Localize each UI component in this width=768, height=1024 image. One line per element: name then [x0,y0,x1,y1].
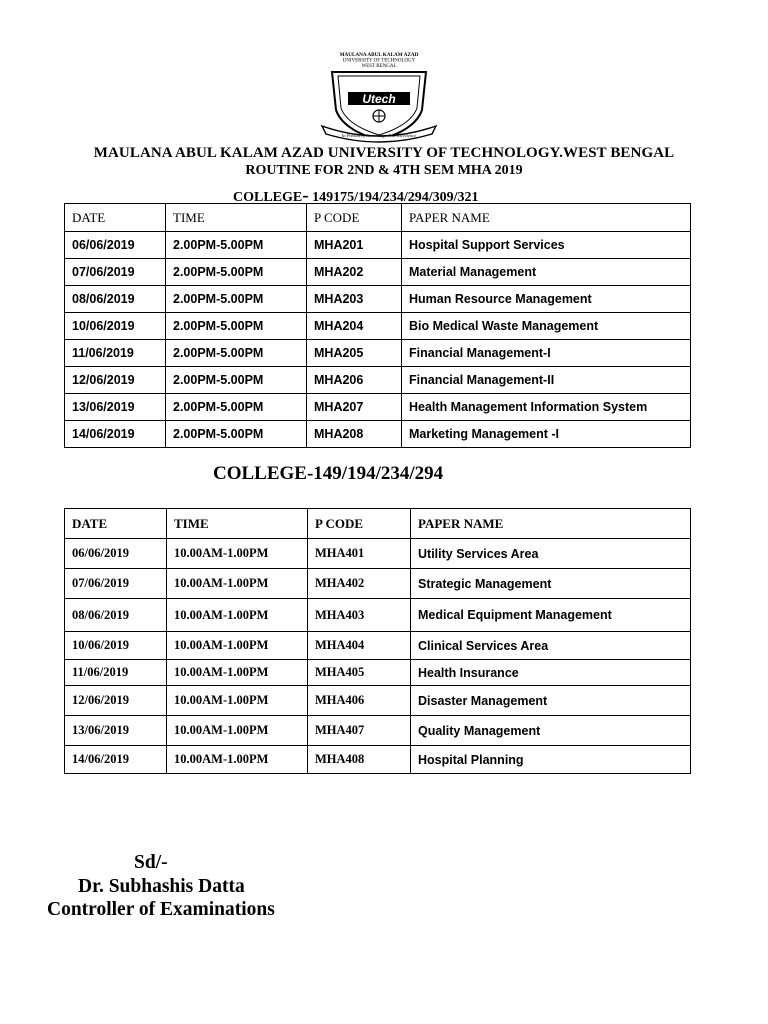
university-logo [318,50,440,146]
college-codes-heading-2: COLLEGE-149/194/234/294 [213,463,444,484]
time-cell: 10.00AM-1.00PM [167,539,308,569]
table-row [65,367,691,394]
column-header-time: TIME [166,204,307,232]
logo-text-line-3: WEST BENGAL [361,64,397,69]
table-row [65,599,691,632]
paper-name-cell: Human Resource Management [402,286,691,313]
logo-text-line-1: MAULANA ABUL KALAM AZAD [339,52,419,58]
date-cell: 14/06/2019 [65,421,166,448]
time-cell: 2.00PM-5.00PM [166,340,307,367]
date-cell: 12/06/2019 [65,686,167,716]
paper-name-cell: Quality Management [411,716,691,746]
paper-name-cell: Material Management [402,259,691,286]
time-cell: 10.00AM-1.00PM [167,660,308,686]
date-cell: 07/06/2019 [65,259,166,286]
paper-name-cell: Financial Management-II [402,367,691,394]
paper-name-cell: Bio Medical Waste Management [402,313,691,340]
pcode-cell: MHA407 [308,716,411,746]
date-cell: 12/06/2019 [65,367,166,394]
paper-name-cell: Marketing Management -I [402,421,691,448]
pcode-cell: MHA203 [307,286,402,313]
pcode-cell: MHA202 [307,259,402,286]
table-row [65,539,691,569]
time-cell: 2.00PM-5.00PM [166,421,307,448]
time-cell: 2.00PM-5.00PM [166,394,307,421]
time-cell: 2.00PM-5.00PM [166,286,307,313]
date-cell: 08/06/2019 [65,286,166,313]
pcode-cell: MHA207 [307,394,402,421]
routine-table-4th-sem [64,508,691,774]
date-cell: 11/06/2019 [65,660,167,686]
table-row [65,716,691,746]
table-row [65,259,691,286]
paper-name-cell: Hospital Planning [411,746,691,774]
pcode-cell: MHA403 [308,599,411,632]
table-row [65,632,691,660]
date-cell: 08/06/2019 [65,599,167,632]
college1-codes: 149175/194/234/294/309/321 [308,190,479,205]
date-cell: 10/06/2019 [65,632,167,660]
time-cell: 10.00AM-1.00PM [167,686,308,716]
pcode-cell: MHA401 [308,539,411,569]
column-header-date: DATE [65,204,166,232]
date-cell: 13/06/2019 [65,394,166,421]
table-row [65,394,691,421]
paper-name-cell: Hospital Support Services [402,232,691,259]
logo-name: Utech [362,92,396,106]
logo-motto: In Pursuit of Knowledge And Excellence [341,133,417,138]
paper-name-cell: Clinical Services Area [411,632,691,660]
time-cell: 2.00PM-5.00PM [166,259,307,286]
pcode-cell: MHA204 [307,313,402,340]
date-cell: 06/06/2019 [65,232,166,259]
column-header-paper-name: PAPER NAME [411,509,691,539]
table-row [65,746,691,774]
table-row [65,340,691,367]
time-cell: 10.00AM-1.00PM [167,569,308,599]
pcode-cell: MHA406 [308,686,411,716]
date-cell: 13/06/2019 [65,716,167,746]
time-cell: 2.00PM-5.00PM [166,313,307,340]
time-cell: 10.00AM-1.00PM [167,632,308,660]
paper-name-cell: Utility Services Area [411,539,691,569]
date-cell: 14/06/2019 [65,746,167,774]
paper-name-cell: Health Insurance [411,660,691,686]
paper-name-cell: Medical Equipment Management [411,599,691,632]
signatory-title: Controller of Examinations [47,899,275,920]
table-row [65,686,691,716]
column-header-pcode: P CODE [307,204,402,232]
routine-title: ROUTINE FOR 2ND & 4TH SEM MHA 2019 [245,163,523,178]
pcode-cell: MHA206 [307,367,402,394]
time-cell: 10.00AM-1.00PM [167,746,308,774]
date-cell: 07/06/2019 [65,569,167,599]
column-header-date: DATE [65,509,167,539]
pcode-cell: MHA205 [307,340,402,367]
pcode-cell: MHA404 [308,632,411,660]
table-row [65,313,691,340]
table-row [65,660,691,686]
column-header-paper-name: PAPER NAME [402,204,691,232]
routine-table-2nd-sem [64,203,691,448]
table-row [65,421,691,448]
pcode-cell: MHA201 [307,232,402,259]
date-cell: 10/06/2019 [65,313,166,340]
pcode-cell: MHA408 [308,746,411,774]
table-row [65,232,691,259]
time-cell: 2.00PM-5.00PM [166,232,307,259]
signatory-name: Dr. Subhashis Datta [78,876,245,897]
date-cell: 11/06/2019 [65,340,166,367]
time-cell: 2.00PM-5.00PM [166,367,307,394]
logo-text-line-2: UNIVERSITY OF TECHNOLOGY [342,58,416,64]
pcode-cell: MHA208 [307,421,402,448]
pcode-cell: MHA405 [308,660,411,686]
college1-dash: - [302,185,309,206]
paper-name-cell: Financial Management-I [402,340,691,367]
date-cell: 06/06/2019 [65,539,167,569]
pcode-cell: MHA402 [308,569,411,599]
table-header-row [65,204,691,232]
time-cell: 10.00AM-1.00PM [167,716,308,746]
paper-name-cell: Strategic Management [411,569,691,599]
signature-sd: Sd/- [134,852,168,873]
college1-prefix: COLLEGE [233,190,303,205]
paper-name-cell: Health Management Information System [402,394,691,421]
university-title: MAULANA ABUL KALAM AZAD UNIVERSITY OF TECHNOLOGY.WEST BENGAL [93,145,675,161]
table-row [65,569,691,599]
time-cell: 10.00AM-1.00PM [167,599,308,632]
column-header-time: TIME [167,509,308,539]
table-header-row [65,509,691,539]
paper-name-cell: Disaster Management [411,686,691,716]
table-row [65,286,691,313]
column-header-pcode: P CODE [308,509,411,539]
